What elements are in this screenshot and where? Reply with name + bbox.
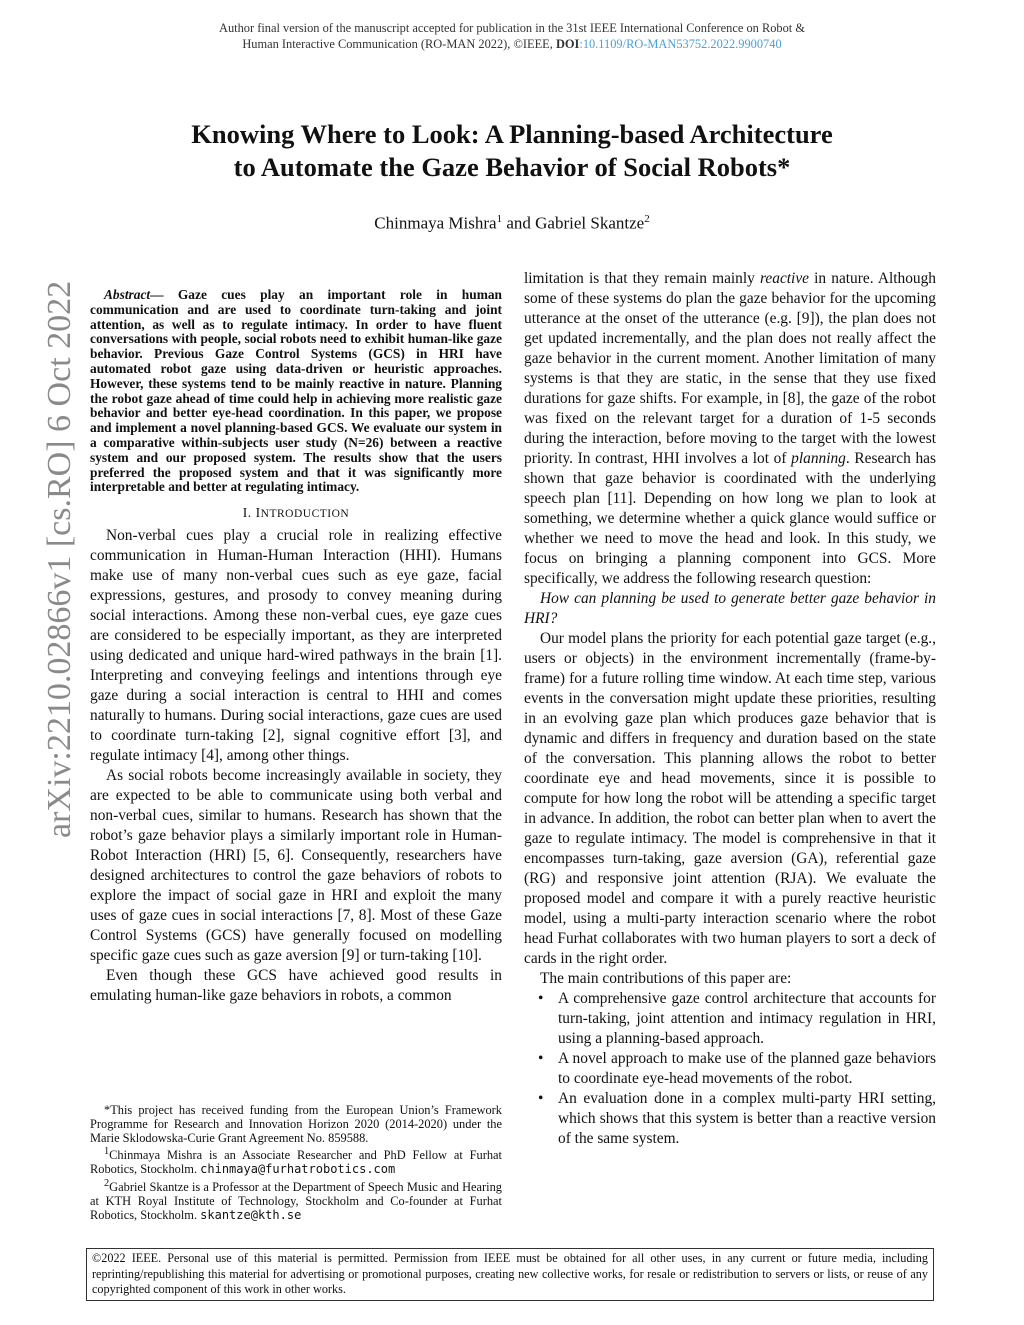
author-2-affil: 2 [644, 213, 650, 225]
author-1: Chinmaya Mishra [374, 213, 497, 233]
footnote-2-text: Gabriel Skantze is a Professor at the Department of Speech Music and Hearing at KTH Royal Institute of Technology, Stockholm and Co-founder at Furhat Robotics, Stockholm. [90, 1180, 502, 1222]
section-heading-introduction [90, 505, 502, 521]
bullet-icon: • [538, 1050, 544, 1067]
footnotes [90, 1104, 502, 1223]
footnote-2-marker: 2 [104, 1178, 110, 1190]
intro-paragraph: Even though these GCS have achieved good results in emulating human-like gaze behaviors in robots, a common [90, 967, 502, 1005]
doi-link[interactable]: :10.1109/RO-MAN53752.2022.9900740 [579, 37, 782, 51]
abstract-dash: — [150, 287, 164, 302]
body-paragraph: Our model plans the priority for each potential gaze target (e.g., users or objects) in the environment incrementally (frame-by-frame) for a future rolling time window. At each time step, various events in the conversation might update these priorities, resulting in an evolving gaze plan which produces gaze behavior that is dynamic and differs in frequency and duration based on the state of the conversation. This planning allows the robot to better coordinate eye and head movements, since it is possible to compute for how long the robot will be attending a specific target in advance. In addition, the robot can better plan when to avert the gaze to regulate intimacy. The model is comprehensive in that it encompasses turn-taking, gaze aversion (GA), referential gaze (RG) and responsive joint attention (RJA). We evaluate the proposed model and compare it with a purely reactive heuristic model, using a multi-party interaction scenario where the robot head Furhat collaborates with two human players to sort a deck of cards in the right order. [524, 630, 936, 967]
body-paragraph [524, 269, 936, 589]
author-2-email[interactable]: skantze@kth.se [200, 1207, 302, 1222]
research-question [524, 589, 936, 629]
title-line-2: to Automate the Gaze Behavior of Social Robots* [233, 152, 791, 182]
section-initial: I [255, 505, 261, 521]
bullet-icon: • [538, 990, 544, 1007]
publication-header [100, 20, 924, 52]
intro-paragraph: Non-verbal cues play a crucial role in realizing effective communication in Human-Human Interaction (HHI). Humans make use of many non-verbal cues such as eye gaze, facial expressions, gestures, and prosody to convey meaning during social interactions. Among these non-verbal cues, eye gaze cues are considered to be especially important, as they are interpreted using dedicated and unique hard-wired pathways in the brain [1]. Interpreting and conveying feelings and intentions through eye gaze during a social interaction is central to HHI and comes naturally to humans. During social interactions, gaze cues are used to coordinate turn-taking [2], signal cognitive effort [3], and regulate intimacy [4], among other things. [90, 527, 502, 765]
list-item-text: A novel approach to make use of the planned gaze behaviors to coordinate eye-head movements of the robot. [558, 1050, 936, 1087]
section-number: I. [242, 505, 252, 521]
contributions-list [524, 989, 936, 1149]
abstract [90, 288, 502, 495]
author-1-email[interactable]: chinmaya@furhatrobotics.com [200, 1162, 396, 1177]
arxiv-stamp: arXiv:2210.02866v1 [cs.RO] 6 Oct 2022 [41, 280, 78, 838]
title-line-1: Knowing Where to Look: A Planning-based Architecture [191, 119, 833, 149]
emphasis-planning: planning [791, 450, 846, 467]
left-column [90, 270, 502, 1006]
author-connector: and [506, 213, 531, 233]
list-item [524, 989, 936, 1049]
copyright-notice: ©2022 IEEE. Personal use of this material is permitted. Permission from IEEE must be obtained for all other uses, in any current or future media, including reprinting/republishing this material for advertising or promotional purposes, creating new collective works, for resale or redistribution to servers or lists, or reuse of any copyrighted component of this work in other works. [86, 1248, 934, 1301]
list-item [524, 1089, 936, 1149]
paper-title [120, 118, 904, 184]
bullet-icon: • [538, 1090, 544, 1107]
intro-paragraph: As social robots become increasingly available in society, they are expected to be able to communicate using both verbal and non-verbal cues, similar to humans. Research has shown that the robot’s gaze behavior plays a similarly important role in Human-Robot Interaction (HRI) [5, 6]. Consequently, researchers have designed architectures to control the gaze behaviors of robots to explore the impact of social gaze in HRI and exploit the many uses of gaze cues in social interactions [7, 8]. Most of these Gaze Control Systems (GCS) have generally focused on modelling specific gaze cues such as gaze aversion [9] or turn-taking [10]. [90, 767, 502, 965]
footnote-author-1 [90, 1145, 502, 1177]
text-run: in nature. Although some of these systems do plan the gaze behavior for the upcoming utterance at the onset of the utterance (e.g. [9]), the plan does not get updated incrementally, and the plan does not really affect the gaze behavior in the current moment. Another limitation of many systems is that they are static, in the sense that they use fixed durations for gaze shifts. For example, in [8], the gaze of the robot was fixed on the relevant target for a duration of 1-5 seconds during the interaction, before moving to the target with the lowest priority. In contrast, HHI involves a lot of [524, 270, 936, 467]
text-run: . Research has shown that gaze behavior is coordinated with the underlying speech plan [11]. Depending on how long we plan to look at something, we determine whether a quick glance would suffice or whether we need to move the head and look. In this study, we focus on bringing a planning component into GCS. More specifically, we address the following research question: [524, 450, 936, 587]
footnote-funding: *This project has received funding from the European Union’s Framework Programme for Research and Innovation Horizon 2020 (2014-2020) under the Marie Sklodowska-Curie Grant Agreement No. 859588. [90, 1103, 502, 1145]
research-question-text: How can planning be used to generate better gaze behavior in HRI? [524, 590, 936, 627]
author-list [120, 208, 904, 235]
section-title-rest: NTRODUCTION [260, 508, 350, 521]
header-line-2 [100, 36, 924, 52]
footnote-author-2 [90, 1177, 502, 1223]
author-1-affil: 1 [496, 213, 503, 225]
list-item-text: A comprehensive gaze control architecture that accounts for turn-taking, joint attention and intimacy regulation in HRI, using a planning-based approach. [558, 990, 936, 1047]
author-2: Gabriel Skantze [535, 213, 645, 233]
emphasis-reactive: reactive [760, 270, 809, 287]
doi-label: DOI [555, 37, 580, 51]
footnote-1-text: Chinmaya Mishra is an Associate Researcher and PhD Fellow at Furhat Robotics, Stockholm. [90, 1148, 502, 1177]
footnote-1-marker: 1 [104, 1146, 110, 1158]
list-item [524, 1049, 936, 1089]
contributions-intro: The main contributions of this paper are: [540, 970, 792, 987]
abstract-text: Gaze cues play an important role in human communication and are used to coordinate turn-taking and joint attention, as well as to regulate intimacy. In order to have fluent conversations with people, social robots need to exhibit human-like gaze behavior. Previous Gaze Control Systems (GCS) in HRI have automated robot gaze using data-driven or heuristic approaches. However, these systems tend to be mainly reactive in nature. Planning the robot gaze ahead of time could help in achieving more realistic gaze behavior and better eye-head coordination. In this paper, we propose and implement a novel planning-based GCS. We evaluate our system in a comparative within-subjects user study (N=26) between a reactive system and our proposed system. The results show that the users preferred the proposed system and that it was significantly more interpretable and better at regulating intimacy. [90, 287, 502, 495]
list-item-text: An evaluation done in a complex multi-party HRI setting, which shows that this system is better than a reactive version of the same system. [558, 1090, 936, 1147]
header-venue: Human Interactive Communication (RO-MAN 2022), ©IEEE, [242, 37, 553, 51]
text-run: limitation is that they remain mainly [524, 270, 755, 287]
header-line-1: Author final version of the manuscript accepted for publication in the 31st IEEE International Conference on Robot & [219, 21, 805, 35]
right-column [524, 269, 936, 1149]
abstract-label: Abstract [104, 287, 151, 302]
